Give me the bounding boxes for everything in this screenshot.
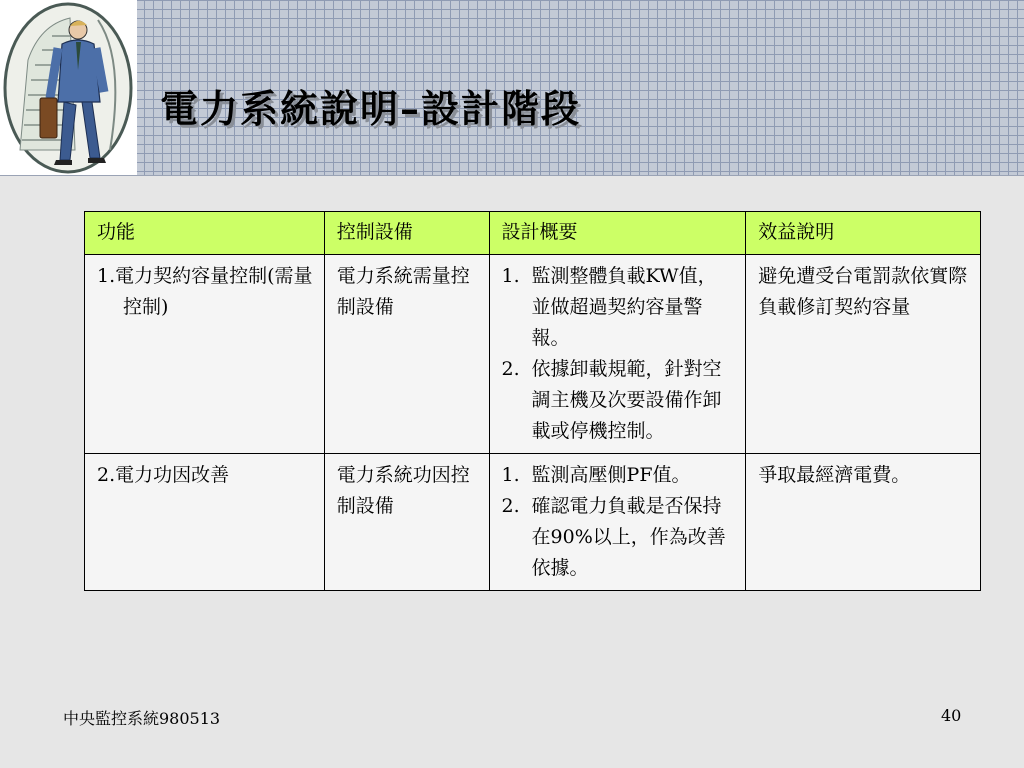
function-cell [85, 454, 325, 591]
summary-item-text: 監測高壓側PF值。 [531, 464, 691, 486]
column-header-benefit: 效益說明 [746, 212, 981, 255]
function-text: 1.電力契約容量控制(需量控制) [97, 265, 313, 318]
column-header-equipment: 控制設備 [324, 212, 489, 255]
summary-cell [489, 454, 746, 591]
summary-item-text: 監測整體負載KW值，並做超過契約容量警報。 [531, 265, 717, 349]
summary-item-text: 依據卸載規範，針對空調主機及次要設備作卸載或停機控制。 [531, 358, 722, 442]
summary-item-text: 確認電力負載是否保持在90%以上，作為改善依據。 [531, 495, 726, 579]
function-text: 2.電力功因改善 [97, 464, 230, 486]
summary-item-number: 1. [501, 265, 520, 287]
table-row [85, 454, 981, 591]
summary-item-number: 2. [501, 495, 520, 517]
equipment-cell: 電力系統功因控制設備 [324, 454, 489, 591]
summary-list [502, 460, 736, 584]
summary-cell [489, 255, 746, 454]
header-banner [0, 0, 1024, 176]
summary-item [502, 491, 736, 584]
column-header-function: 功能 [85, 212, 325, 255]
column-header-summary: 設計概要 [489, 212, 746, 255]
summary-item [502, 354, 736, 447]
businessman-stairs-clipart [0, 0, 137, 175]
slide-title: 電力系統說明–設計階段 [160, 86, 582, 131]
table-row [85, 255, 981, 454]
footer-label: 中央監控系統980513 [63, 709, 221, 728]
design-table [84, 211, 981, 591]
table-header-row [85, 212, 981, 255]
equipment-cell: 電力系統需量控制設備 [324, 255, 489, 454]
function-cell [85, 255, 325, 454]
benefit-cell: 避免遭受台電罰款依實際負載修訂契約容量 [746, 255, 981, 454]
summary-item [502, 460, 736, 491]
benefit-cell: 爭取最經濟電費。 [746, 454, 981, 591]
summary-item [502, 261, 736, 354]
summary-item-number: 1. [501, 464, 520, 486]
page-number: 40 [941, 706, 962, 725]
summary-item-number: 2. [501, 358, 520, 380]
summary-list [502, 261, 736, 447]
